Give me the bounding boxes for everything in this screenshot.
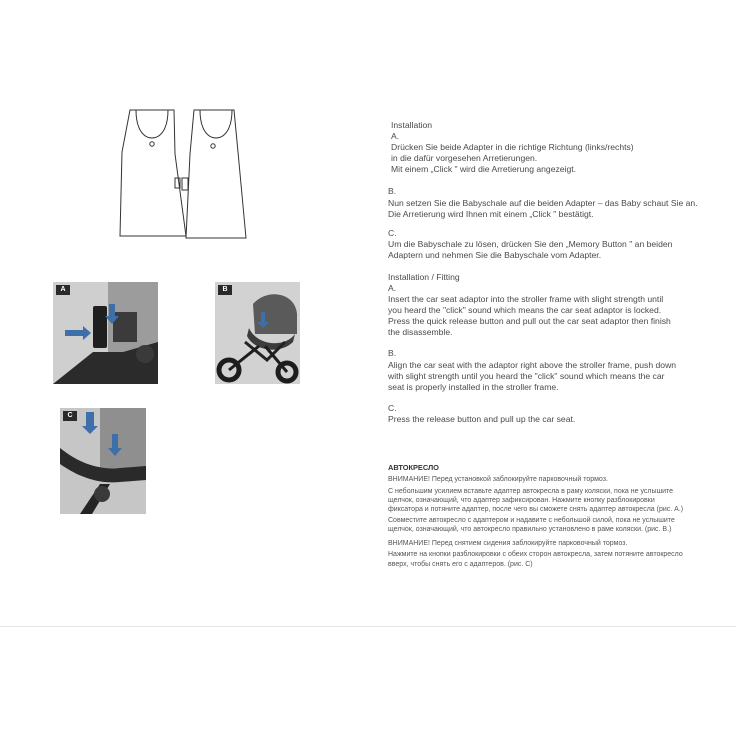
- russian-line4: фиксатора и потяните адаптер, после чего вы сможете снять адаптер автокресла (рис. А.): [388, 506, 684, 513]
- german-c-line1: Um die Babyschale zu lösen, drücken Sie den „Memory Button " an beiden: [388, 239, 673, 249]
- german-a-line3: Mit einem „Click " wird die Arretierung angezeigt.: [391, 164, 577, 174]
- figure-a-badge: A: [56, 285, 70, 295]
- english-b-line1: Align the car seat with the adaptor right above the stroller frame, push down: [388, 360, 677, 370]
- russian-line2: С небольшим усилием вставьте адаптер автокресла в раму коляски, пока не услышите: [388, 488, 674, 495]
- english-c-line1: Press the release button and pull up the car seat.: [388, 414, 576, 424]
- german-b-label: B.: [388, 186, 397, 196]
- figure-a-illustration: [53, 282, 158, 384]
- russian-line6: щелчок, означающий, что автокресло правильно установлено в раме коляски. (рис. В.): [388, 526, 672, 533]
- page-divider: [0, 626, 736, 627]
- figure-c-photo: [60, 408, 146, 514]
- german-a-line1: Drücken Sie beide Adapter in die richtige Richtung (links/rechts): [391, 142, 634, 152]
- german-heading: Installation: [391, 120, 433, 130]
- english-a-line2: you heard the "click" sound which means the car seat adaptor is locked.: [388, 305, 662, 315]
- german-b-line2: Die Arretierung wird Ihnen mit einem „Click " bestätigt.: [388, 209, 594, 219]
- german-a-label: A.: [391, 131, 400, 141]
- figure-b-photo: [215, 282, 300, 384]
- russian-line1: ВНИМАНИЕ! Перед установкой заблокируйте парковочный тормоз.: [388, 476, 608, 483]
- german-c-line2: Adaptern und nehmen Sie die Babyschale vom Adapter.: [388, 250, 602, 260]
- english-a-line3: Press the quick release button and pull out the car seat adaptor then finish: [388, 316, 671, 326]
- figure-b-illustration: [215, 282, 300, 384]
- german-c-label: C.: [388, 228, 397, 238]
- left-adapter-outline: [120, 110, 186, 236]
- english-a-line4: the disassemble.: [388, 327, 453, 337]
- english-b-line3: seat is properly installed in the stroller frame.: [388, 382, 559, 392]
- german-b-line1: Nun setzen Sie die Babyschale auf die beiden Adapter – das Baby schaut Sie an.: [388, 198, 698, 208]
- right-adapter-outline: [182, 110, 246, 238]
- english-a-line1: Insert the car seat adaptor into the stroller frame with slight strength until: [388, 294, 664, 304]
- russian-line8: Нажмите на кнопки разблокировки с обеих сторон автокресла, затем потяните автокресло: [388, 551, 683, 558]
- english-c-label: C.: [388, 403, 397, 413]
- figure-b-badge: B: [218, 285, 232, 295]
- german-a-line2: in die dafür vorgesehen Arretierungen.: [391, 153, 538, 163]
- russian-line3: щелчок, означающий, что адаптер зафиксирован. Нажмите кнопку разблокировки: [388, 497, 655, 504]
- russian-line9: вверх, чтобы снять его с адаптеров. (рис. С): [388, 561, 533, 568]
- english-b-line2: with slight strength until you heard the "click" sound which means the car: [388, 371, 665, 381]
- english-b-label: B.: [388, 348, 397, 358]
- russian-heading: АВТОКРЕСЛО: [388, 463, 439, 472]
- english-heading: Installation / Fitting: [388, 272, 460, 282]
- english-a-label: A.: [388, 283, 397, 293]
- figure-c-badge: C: [63, 411, 77, 421]
- figure-c-illustration: [60, 408, 146, 514]
- adapter-diagram: [112, 104, 262, 244]
- figure-a-photo: [53, 282, 158, 384]
- russian-line7: ВНИМАНИЕ! Перед снятием сидения заблокируйте парковочный тормоз.: [388, 540, 628, 547]
- russian-line5: Совместите автокресло с адаптером и надавите с небольшой силой, пока не услышите: [388, 517, 675, 524]
